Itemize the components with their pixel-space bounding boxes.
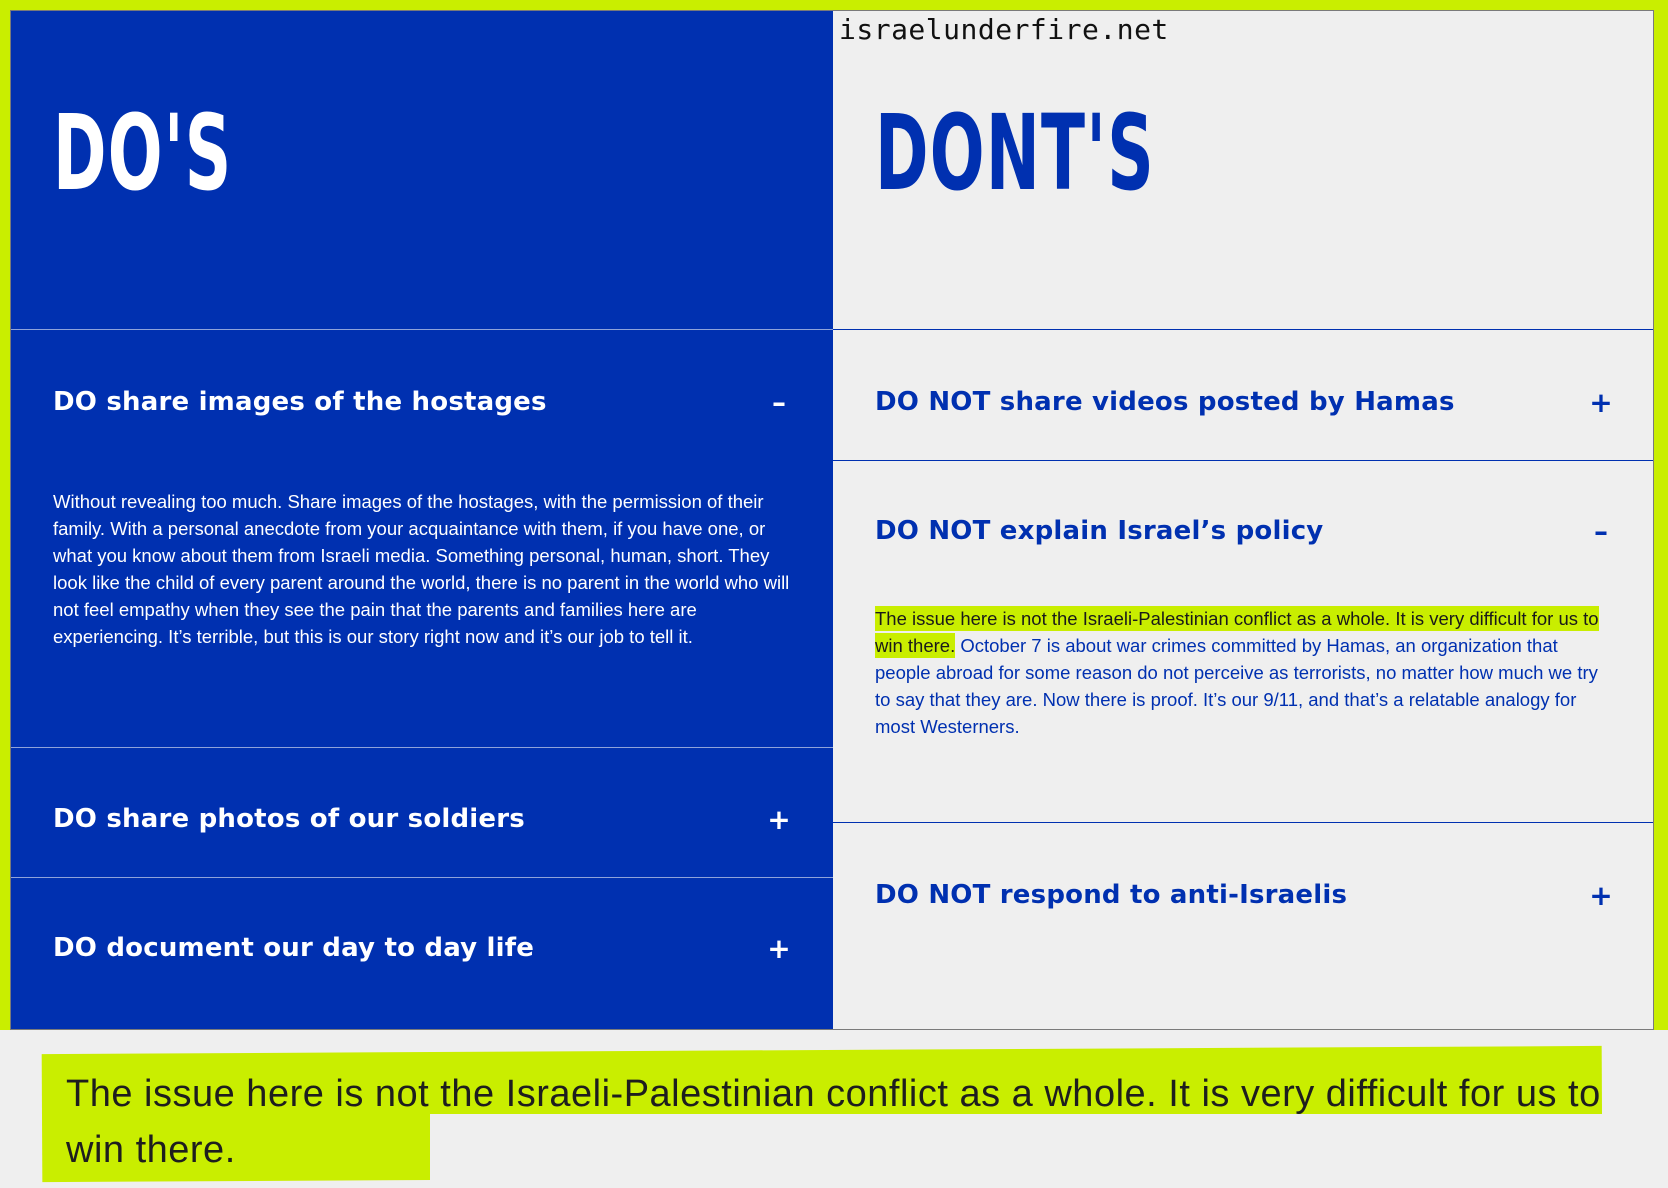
accordion-donts-policy[interactable]	[875, 511, 1613, 551]
divider	[11, 877, 833, 878]
expand-icon[interactable]: +	[767, 802, 791, 836]
divider	[833, 460, 1654, 461]
collapse-icon[interactable]: –	[1594, 514, 1608, 548]
accordion-title: DO share photos of our soldiers	[53, 804, 525, 834]
accordion-donts-hamas-videos[interactable]	[875, 382, 1613, 422]
divider	[833, 329, 1654, 330]
accordion-dos-soldiers[interactable]	[53, 799, 791, 839]
dos-column	[11, 11, 833, 1030]
expand-icon[interactable]: +	[1589, 878, 1613, 912]
accordion-donts-anti-israelis[interactable]	[875, 875, 1613, 915]
accordion-dos-daily-life[interactable]	[53, 928, 791, 968]
accordion-body-hostages: Without revealing too much. Share images of the hostages, with the permission of their family. With a personal anecdote from your acquaintance with them, if you have one, or what you know about them from Israeli media. Something personal, human, short. They look like the child of every parent around the world, there is no parent in the world who will not feel empathy when they see the pain that the parents and families here are experiencing. It’s terrible, but this is our story right now and it’s our job to tell it.	[53, 491, 790, 647]
dos-heading: DO'S	[53, 92, 233, 214]
page-frame	[10, 10, 1654, 1030]
divider	[833, 822, 1654, 823]
highlighted-passage: The issue here is not the Israeli-Palestinian conflict as a whole. It is very difficult for us to win there.	[875, 608, 1599, 656]
expand-icon[interactable]: +	[767, 931, 791, 965]
body-text: October 7 is about war crimes committed by Hamas, an organization that people abroad for some reason do not perceive as terrorists, no matter how much we try to say that they are. Now there is proof. It’s our 9/11, and that’s a relatable analogy for most Westerners.	[875, 635, 1598, 737]
donts-column	[833, 11, 1654, 1030]
accordion-body-policy	[875, 605, 1615, 740]
collapse-icon[interactable]: –	[772, 385, 786, 419]
divider	[11, 747, 833, 748]
accordion-title: DO NOT share videos posted by Hamas	[875, 387, 1455, 417]
accordion-title: DO share images of the hostages	[53, 387, 547, 417]
divider	[11, 329, 833, 330]
accordion-title: DO document our day to day life	[53, 933, 535, 963]
donts-heading: DONT'S	[875, 92, 1155, 214]
site-url: israelunderfire.net	[839, 13, 1169, 46]
accordion-title: DO NOT explain Israel’s policy	[875, 516, 1324, 546]
zoomed-quote-text: The issue here is not the Israeli-Palestinian conflict as a whole. It is very difficult for us to win there.	[66, 1073, 1601, 1171]
accordion-dos-hostages[interactable]	[53, 382, 791, 422]
expand-icon[interactable]: +	[1589, 385, 1613, 419]
accordion-title: DO NOT respond to anti-Israelis	[875, 880, 1348, 910]
zoomed-quote-strip	[0, 1030, 1668, 1188]
